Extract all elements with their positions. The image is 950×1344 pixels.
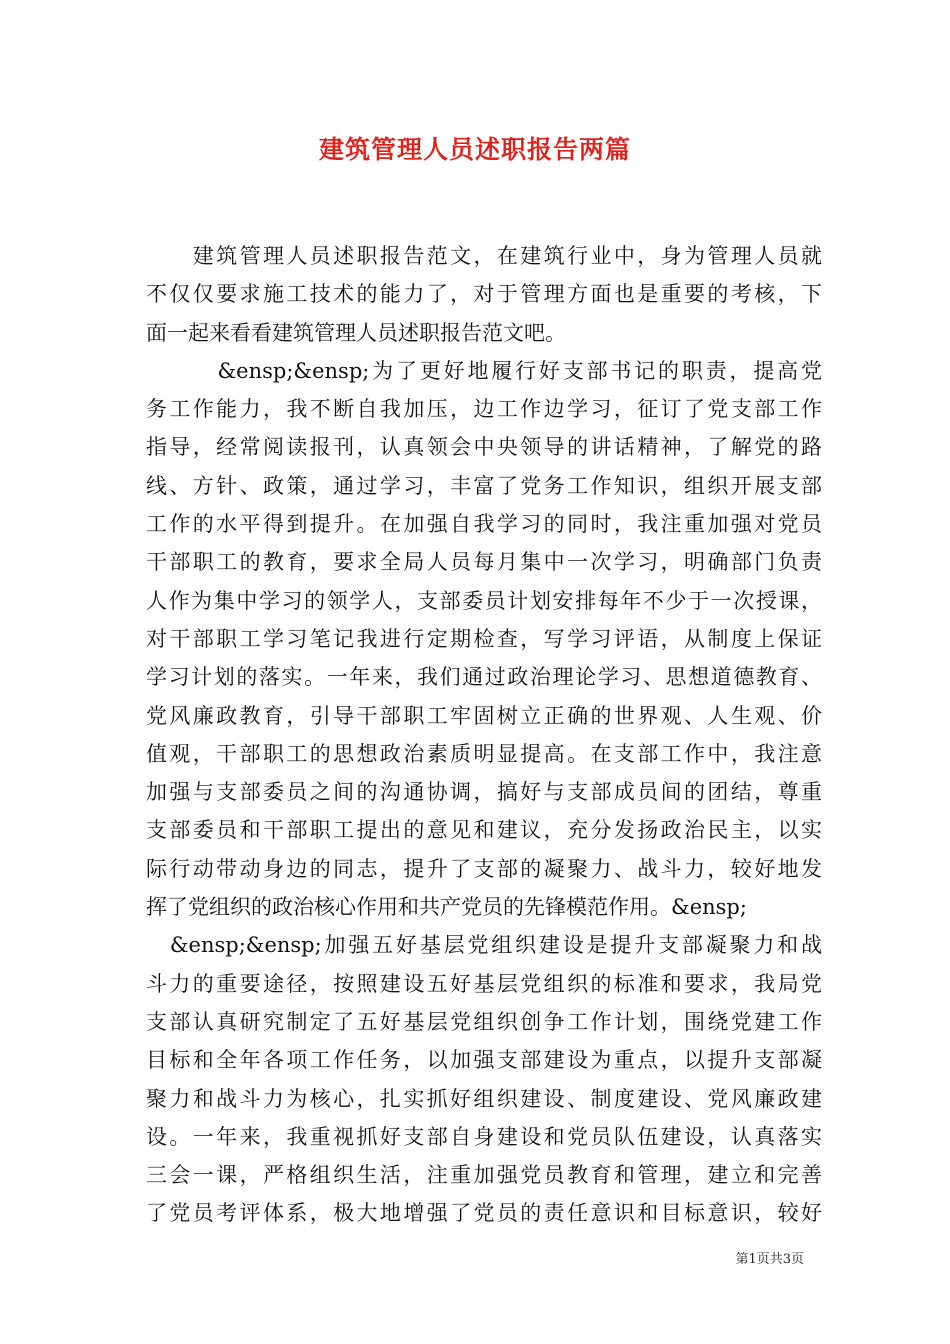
text-line: 学习计划的落实。一年来，我们通过政治理论学习、思想道德教育、 (146, 665, 822, 690)
text-line: 建筑管理人员述职报告范文，在建筑行业中，身为管理人员就 (146, 244, 822, 268)
text-line: &ensp;&ensp;为了更好地履行好支部书记的职责，提高党 (146, 358, 822, 383)
document-title: 建筑管理人员述职报告两篇 (318, 135, 631, 164)
document-body (146, 237, 822, 1233)
text-line: 人作为集中学习的领学人，支部委员计划安排每年不少于一次授课， (146, 588, 822, 613)
text-line: 线、方针、政策，通过学习，丰富了党务工作知识，组织开展支部 (146, 473, 822, 498)
text-line: 际行动带动身边的同志，提升了支部的凝聚力、战斗力，较好地发 (146, 856, 822, 881)
text-line: 三会一课，严格组织生活，注重加强党员教育和管理，建立和完善 (146, 1163, 822, 1188)
text-line: 党风廉政教育，引导干部职工牢固树立正确的世界观、人生观、价 (146, 703, 822, 728)
text-line: 干部职工的教育，要求全局人员每月集中一次学习，明确部门负责 (146, 550, 822, 575)
text-line: 聚力和战斗力为核心，扎实抓好组织建设、制度建设、党风廉政建 (146, 1086, 822, 1111)
text-line: 不仅仅要求施工技术的能力了，对于管理方面也是重要的考核，下 (146, 282, 822, 307)
text-line: 工作的水平得到提升。在加强自我学习的同时，我注重加强对党员 (146, 512, 822, 537)
text-line: 支部认真研究制定了五好基层党组织创争工作计划，围绕党建工作 (146, 1009, 822, 1034)
text-line: 设。一年来，我重视抓好支部自身建设和党员队伍建设，认真落实 (146, 1124, 822, 1149)
text-line: 斗力的重要途径，按照建设五好基层党组织的标准和要求，我局党 (146, 971, 822, 996)
text-line: 了党员考评体系，极大地增强了党员的责任意识和目标意识，较好 (146, 1201, 822, 1226)
text-line: 务工作能力，我不断自我加压，边工作边学习，征订了党支部工作 (146, 397, 822, 422)
text-line: &ensp;&ensp;加强五好基层党组织建设是提升支部凝聚力和战 (146, 933, 822, 958)
text-line: 加强与支部委员之间的沟通协调，搞好与支部成员间的团结，尊重 (146, 780, 822, 805)
text-line: 面一起来看看建筑管理人员述职报告范文吧。 (146, 320, 566, 345)
text-line: 目标和全年各项工作任务，以加强支部建设为重点，以提升支部凝 (146, 1048, 822, 1073)
text-line: 对干部职工学习笔记我进行定期检查，写学习评语，从制度上保证 (146, 626, 822, 651)
text-line: 值观，干部职工的思想政治素质明显提高。在支部工作中，我注意 (146, 741, 822, 766)
text-line: 指导，经常阅读报刊，认真领会中央领导的讲话精神，了解党的路 (146, 435, 822, 460)
page-number: 第1页共3页 (735, 1252, 804, 1267)
text-line: 支部委员和干部职工提出的意见和建议，充分发扬政治民主，以实 (146, 818, 822, 843)
text-line: 挥了党组织的政治核心作用和共产党员的先锋模范作用。&ensp; (146, 895, 747, 920)
